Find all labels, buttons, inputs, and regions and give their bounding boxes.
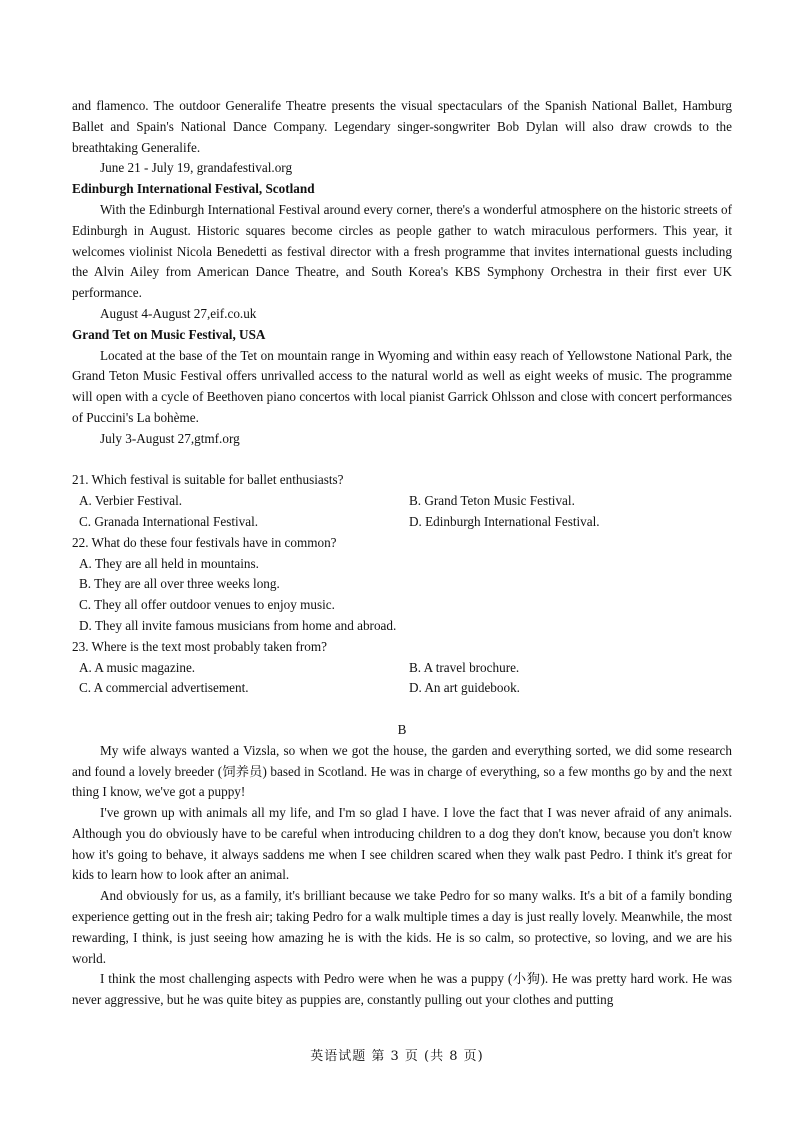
- page-content: [72, 96, 732, 1011]
- teton-heading: Grand Tet on Music Festival, USA: [72, 326, 266, 342]
- question-21-options-row-2: [72, 512, 732, 533]
- granada-text-end: and flamenco. The outdoor Generalife Theatre presents the visual spectaculars of the Spanish National Ballet, Hamburg Ballet and Spain's National Dance Company. Legendary singer-songwriter Bob Dylan will also draw crowds to the breathtaking Generalife.: [72, 98, 732, 155]
- question-23-option-a: A. A music magazine.: [79, 659, 196, 675]
- edinburgh-heading: Edinburgh International Festival, Scotland: [72, 181, 315, 197]
- edinburgh-date: August 4-August 27,eif.co.uk: [100, 305, 257, 321]
- teton-text: Located at the base of the Tet on mountain range in Wyoming and within easy reach of Yellowstone National Park, the Grand Teton Music Festival offers unrivalled access to the natural world as well as eight weeks of music. The programme will open with a cycle of Beethoven piano concertos with local pianist Garrick Ohlsson and close with concert performances of Puccini's La bohème.: [72, 347, 732, 425]
- question-23-stem: 23. Where is the text most probably taken from?: [72, 638, 328, 654]
- question-21-option-b: B. Grand Teton Music Festival.: [409, 493, 575, 509]
- page-footer: 英语试题 第 3 页 (共 8 页): [310, 1049, 484, 1064]
- question-21-option-c: C. Granada International Festival.: [79, 513, 259, 529]
- question-23-option-c: C. A commercial advertisement.: [79, 680, 249, 696]
- passage-b-paragraph-3: And obviously for us, as a family, it's brilliant because we take Pedro for so many walks. It's a bit of a family bonding experience getting out in the fresh air; taking Pedro for a walk multiple times a day is just really lovely. Meanwhile, the most rewarding, I think, is just seeing how amazing he is with the kids. He is so calm, so protective, so loving, and we are his world.: [72, 888, 732, 966]
- question-23-option-b: B. A travel brochure.: [409, 659, 520, 675]
- question-21-option-d: D. Edinburgh International Festival.: [409, 513, 600, 529]
- question-22-stem: 22. What do these four festivals have in common?: [72, 534, 337, 550]
- question-22-option-d: D. They all invite famous musicians from home and abroad.: [79, 617, 397, 633]
- passage-b-paragraph-1: My wife always wanted a Vizsla, so when we got the house, the garden and everything sorted, we did some research and found a lovely breeder (饲养员) based in Scotland. He was in charge of everything, so a few months go by and the next thing I know, we've got a puppy!: [72, 742, 732, 800]
- question-22-option-c: C. They all offer outdoor venues to enjoy music.: [79, 597, 335, 613]
- question-21-option-a: A. Verbier Festival.: [79, 493, 183, 509]
- question-21-options-row-1: [72, 491, 732, 512]
- question-22-option-b: B. They are all over three weeks long.: [79, 576, 280, 592]
- edinburgh-text: With the Edinburgh International Festival around every corner, there's a wonderful atmosphere on the historic streets of Edinburgh in August. Historic squares become circles as people gather to watch miraculous performers. This year, it welcomes violinist Nicola Benedetti as festival director with a fresh programme that invites international guests including the Alvin Ailey from American Dance Theatre, and South Korea's KBS Symphony Orchestra in their first ever UK performance.: [72, 201, 732, 301]
- passage-b-paragraph-2: I've grown up with animals all my life, and I'm so glad I have. I love the fact that I was never afraid of any animals. Although you do obviously have to be careful when introducing children to a dog they don't know, because you don't know how it's going to behave, it always saddens me when I see children scared when they walk past Pedro. I think it's great for kids to learn how to look after an animal.: [72, 805, 732, 883]
- spacer: [72, 450, 732, 471]
- teton-date: July 3-August 27,gtmf.org: [100, 430, 240, 446]
- question-23-options-row-1: [72, 658, 732, 679]
- passage-b-paragraph-4: I think the most challenging aspects with Pedro were when he was a puppy (小狗). He was pretty hard work. He was never aggressive, but he was quite bitey as puppies are, constantly pulling out your clothes and putting: [72, 971, 732, 1008]
- question-22-option-a: A. They are all held in mountains.: [79, 555, 259, 571]
- question-21-stem: 21. Which festival is suitable for ballet enthusiasts?: [72, 472, 344, 488]
- section-label: B: [397, 721, 407, 737]
- question-23-option-d: D. An art guidebook.: [409, 680, 520, 696]
- granada-date: June 21 - July 19, grandafestival.org: [100, 160, 293, 176]
- question-23-options-row-2: [72, 678, 732, 699]
- spacer: [72, 699, 732, 720]
